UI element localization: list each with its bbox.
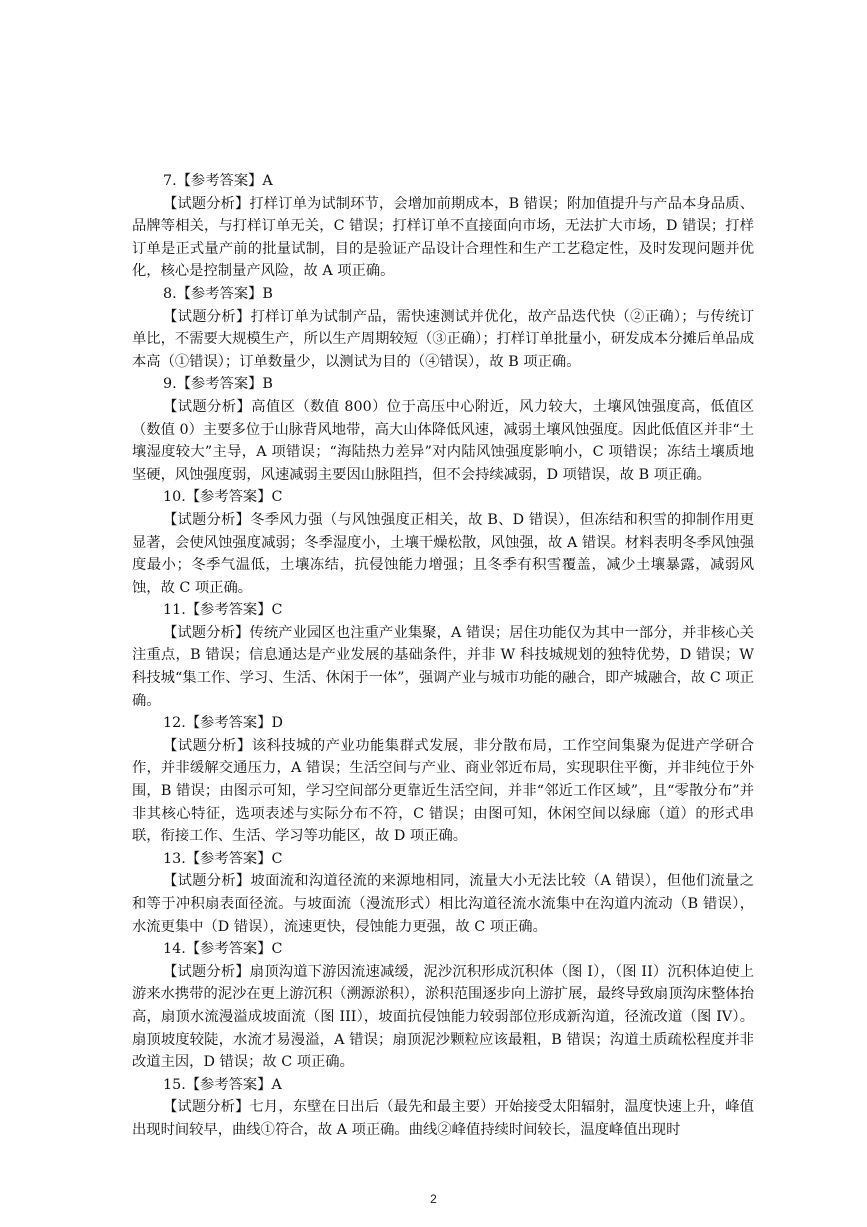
answer-key-content [132,170,754,1142]
answer-11: 11.【参考答案】C [163,602,283,619]
analysis-9: 【试题分析】高值区（数值 800）位于高压中心附近，风力较大，土壤风蚀强度高，低值区（数值 0）主要多位于山脉背风地带，高大山体降低风速，减弱土壤风蚀强度。因此低值区并非“土壤湿度较大”主导，A 项错误；“海陆热力差异”对内陆风蚀强度影响小，C 项错误；冻结土壤质地坚硬，风蚀强度弱，风速减弱主要因山脉阻挡，但不会持续减弱，D 项错误，故 B 项正确。 [132,398,754,483]
answer-15: 15.【参考答案】A [163,1076,282,1093]
analysis-12: 【试题分析】该科技城的产业功能集群式发展，非分散布局，工作空间集聚为促进产学研合作，并非缓解交通压力，A 错误；生活空间与产业、商业邻近布局，实现职住平衡，并非纯位于外围，B 错误；由图示可知，学习空间部分更靠近生活空间，并非“邻近工作区域”，且“零散分布”并非其核心特征，选项表述与实际分布不符，C 错误；由图可知，休闲空间以绿廊（道）的形式串联，衔接工作、生活、学习等功能区，故 D 项正确。 [132,737,754,845]
page-number: 2 [430,1192,437,1206]
analysis-7: 【试题分析】打样订单为试制环节，会增加前期成本，B 错误；附加值提升与产品本身品质、品牌等相关，与打样订单无关，C 错误；打样订单不直接面向市场，无法扩大市场，D 错误；打样订单是正式量产前的批量试制，目的是验证产品设计合理性和生产工艺稳定性，及时发现问题并优化，核心是控制量产风险，故 A 项正确。 [132,195,754,280]
answer-14: 14.【参考答案】C [163,941,283,958]
answer-7: 7.【参考答案】A [163,173,273,189]
analysis-11: 【试题分析】传统产业园区也注重产业集聚，A 错误；居住功能仅为其中一部分，并非核心关注重点，B 错误；信息通达是产业发展的基础条件，并非 W 科技城规划的独特优势，D 错误；W 科技城“集工作、学习、生活、休闲于一体”，强调产业与城市功能的融合，即产城融合，故 C 项正确。 [132,624,754,709]
analysis-14: 【试题分析】扇顶沟道下游因流速减缓，泥沙沉积形成沉积体（图 I），（图 II）沉积体迫使上游来水携带的泥沙在更上游沉积（溯源淤积），淤积范围逐步向上游扩展，最终导致扇顶沟床整体抬高，扇顶水流漫溢成坡面流（图 III），坡面抗侵蚀能力较弱部位形成新沟道，径流改道（图 IV）。扇顶坡度较陡，水流才易漫溢，A 错误；扇顶泥沙颗粒应该最粗，B 错误；沟道土质疏松程度并非改道主因，D 错误；故 C 项正确。 [132,963,754,1071]
analysis-8: 【试题分析】打样订单为试制产品，需快速测试并优化，故产品迭代快（②正确）；与传统订单比，不需要大规模生产，所以生产周期较短（③正确）；打样订单批量小，研发成本分摊后单品成本高（①错误）；订单数量少，以测试为目的（④错误），故 B 项正确。 [132,308,754,370]
analysis-13: 【试题分析】坡面流和沟道径流的来源地相同，流量大小无法比较（A 错误），但他们流量之和等于冲积扇表面径流。与坡面流（漫流形式）相比沟道径流水流集中在沟道内流动（B 错误），水流更集中（D 错误），流速更快，侵蚀能力更强，故 C 项正确。 [132,873,754,935]
analysis-15: 【试题分析】七月，东壁在日出后（最先和最主要）开始接受太阳辐射，温度快速上升，峰值出现时间较早，曲线①符合，故 A 项正确。曲线②峰值持续时间较长，温度峰值出现时 [132,1099,754,1138]
answer-13: 13.【参考答案】C [163,850,283,867]
analysis-10: 【试题分析】冬季风力强（与风蚀强度正相关，故 B、D 错误），但冻结和积雪的抑制作用更显著，会使风蚀强度减弱；冬季湿度小，土壤干燥松散，风蚀强，故 A 错误。材料表明冬季风蚀强度最小；冬季气温低，土壤冻结，抗侵蚀能力增强；且冬季有积雪覆盖，减少土壤暴露，减弱风蚀，故 C 项正确。 [132,511,754,596]
answer-10: 10.【参考答案】C [163,489,283,506]
answer-9: 9.【参考答案】B [163,376,273,393]
answer-12: 12.【参考答案】D [163,715,283,732]
answer-8: 8.【参考答案】B [163,285,273,302]
